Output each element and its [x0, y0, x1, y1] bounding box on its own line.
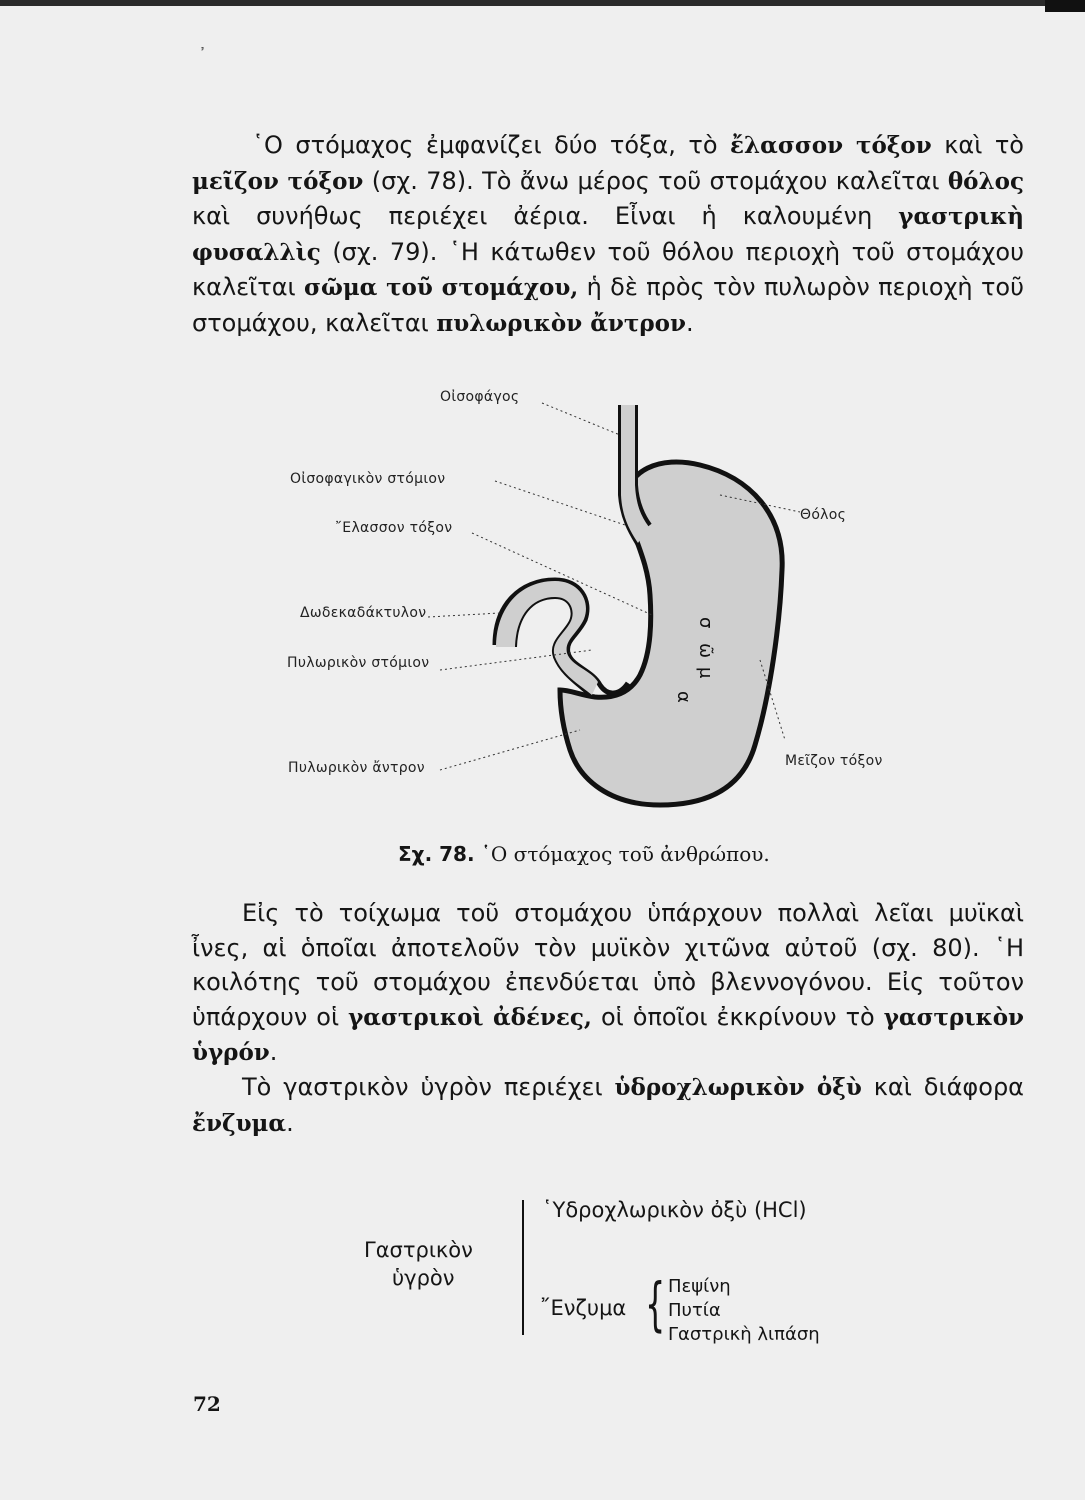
paragraph-stomach-wall: Εἰς τὸ τοίχωμα τοῦ στομάχου ὑπάρχουν πολλαὶ λεῖαι μυϊκαὶ ἶνες, αἱ ὁποῖαι ἀποτελοῦν τὸν μυϊκὸν χιτῶνα αὐτοῦ (σχ. 80). ῾Η κοιλότης τοῦ στομάχου ἐπενδύεται ὑπὸ βλεννογόνου. Εἰς τοῦτον ὑπάρχουν οἱ γαστρικοὶ ἀδένες, οἱ ὁποῖοι ἐκκρίνουν τὸ γαστρικὸν ὑγρόν.: [192, 899, 1024, 1066]
term-stomach-body: σῶμα τοῦ στομάχου,: [303, 274, 579, 301]
summary-enzymes-label: ῎Ενζυμα: [540, 1296, 627, 1320]
label-fundus: Θόλος: [800, 507, 847, 523]
term-fundus: θόλος: [947, 167, 1024, 195]
summary-hcl: ῾Υδροχλωρικὸν ὀξὺ (HCl): [542, 1198, 807, 1222]
term-pyloric-antrum: πυλωρικὸν ἄντρον: [436, 309, 686, 337]
term-hydrochloric-acid: ὑδροχλωρικὸν ὀξὺ: [614, 1074, 862, 1101]
body-letter-3: μ: [695, 667, 716, 679]
summary-enzyme-rennin: Πυτία: [668, 1300, 721, 1321]
summary-gastric-line1: Γαστρικὸν: [364, 1238, 473, 1262]
summary-gastric-line2: ὑγρὸν: [392, 1266, 455, 1290]
stomach-illustration: [280, 385, 920, 815]
term-gastric-glands: γαστρικοὶ ἀδένες,: [348, 1003, 592, 1031]
label-lesser-curvature: ῎Ελασσον τόξον: [335, 520, 453, 536]
body-letter-4: α: [673, 691, 694, 703]
summary-enzyme-pepsin: Πεψίνη: [668, 1276, 731, 1297]
page-number: 72: [193, 1392, 221, 1416]
summary-divider: [522, 1200, 524, 1335]
scan-speck: ᾽: [198, 45, 207, 66]
label-oesophagus: Οἰσοφάγος: [440, 389, 520, 405]
body-letter-2: ῶ: [695, 643, 716, 659]
summary-enzyme-lipase: Γαστρικὴ λιπάση: [668, 1324, 820, 1345]
label-duodenum: Δωδεκαδάκτυλον: [300, 605, 427, 621]
term-gastric-bubble: γαστρικὴ φυσαλλὶς: [192, 203, 1024, 266]
label-greater-curvature: Μεῖζον τόξον: [785, 753, 883, 769]
stomach-outline: [560, 462, 782, 805]
term-greater-curvature: μεῖζον τόξον: [192, 167, 364, 195]
paragraph-stomach-curvatures: ῾Ο στόμαχος ἐμφανίζει δύο τόξα, τὸ ἔλασσον τόξον καὶ τὸ μεῖζον τόξον (σχ. 78). Τὸ ἄνω μέρος τοῦ στομάχου καλεῖται θόλος καὶ συνήθως περιέχει ἀέρια. Εἶναι ἡ καλουμένη γαστρικὴ φυσαλλὶς (σχ. 79). ῾Η κάτωθεν τοῦ θόλου περιοχὴ τοῦ στομάχου καλεῖται σῶμα τοῦ στομάχου, ἡ δὲ πρὸς τὸν πυλωρὸν περιοχὴ τοῦ στομάχου, καλεῖται πυλωρικὸν ἄντρον.: [192, 131, 1024, 337]
body-letter-1: σ: [695, 617, 716, 629]
label-pyloric-antrum: Πυλωρικὸν ἄντρον: [288, 760, 425, 776]
scan-corner-shadow: [1045, 0, 1085, 12]
scan-top-border: [0, 0, 1085, 6]
term-lesser-curvature: ἔλασσον τόξον: [730, 132, 932, 159]
term-gastric-juice: γαστρικὸν ὑγρόν: [192, 1003, 1024, 1066]
label-pyloric-orifice: Πυλωρικὸν στόμιον: [287, 655, 430, 671]
paragraph-gastric-juice: Τὸ γαστρικὸν ὑγρὸν περιέχει ὑδροχλωρικὸν ὀξὺ καὶ διάφορα ἔνζυμα.: [192, 1073, 1024, 1137]
stomach-diagram: [280, 385, 920, 815]
figure-caption: Σχ. 78. ῾Ο στόμαχος τοῦ ἀνθρώπου.: [398, 842, 770, 866]
term-enzymes: ἔνζυμα: [192, 1109, 287, 1137]
gastric-juice-summary: [340, 1190, 880, 1350]
summary-brace: {: [645, 1270, 666, 1338]
label-oesophageal-orifice: Οἰσοφαγικὸν στόμιον: [290, 471, 446, 487]
